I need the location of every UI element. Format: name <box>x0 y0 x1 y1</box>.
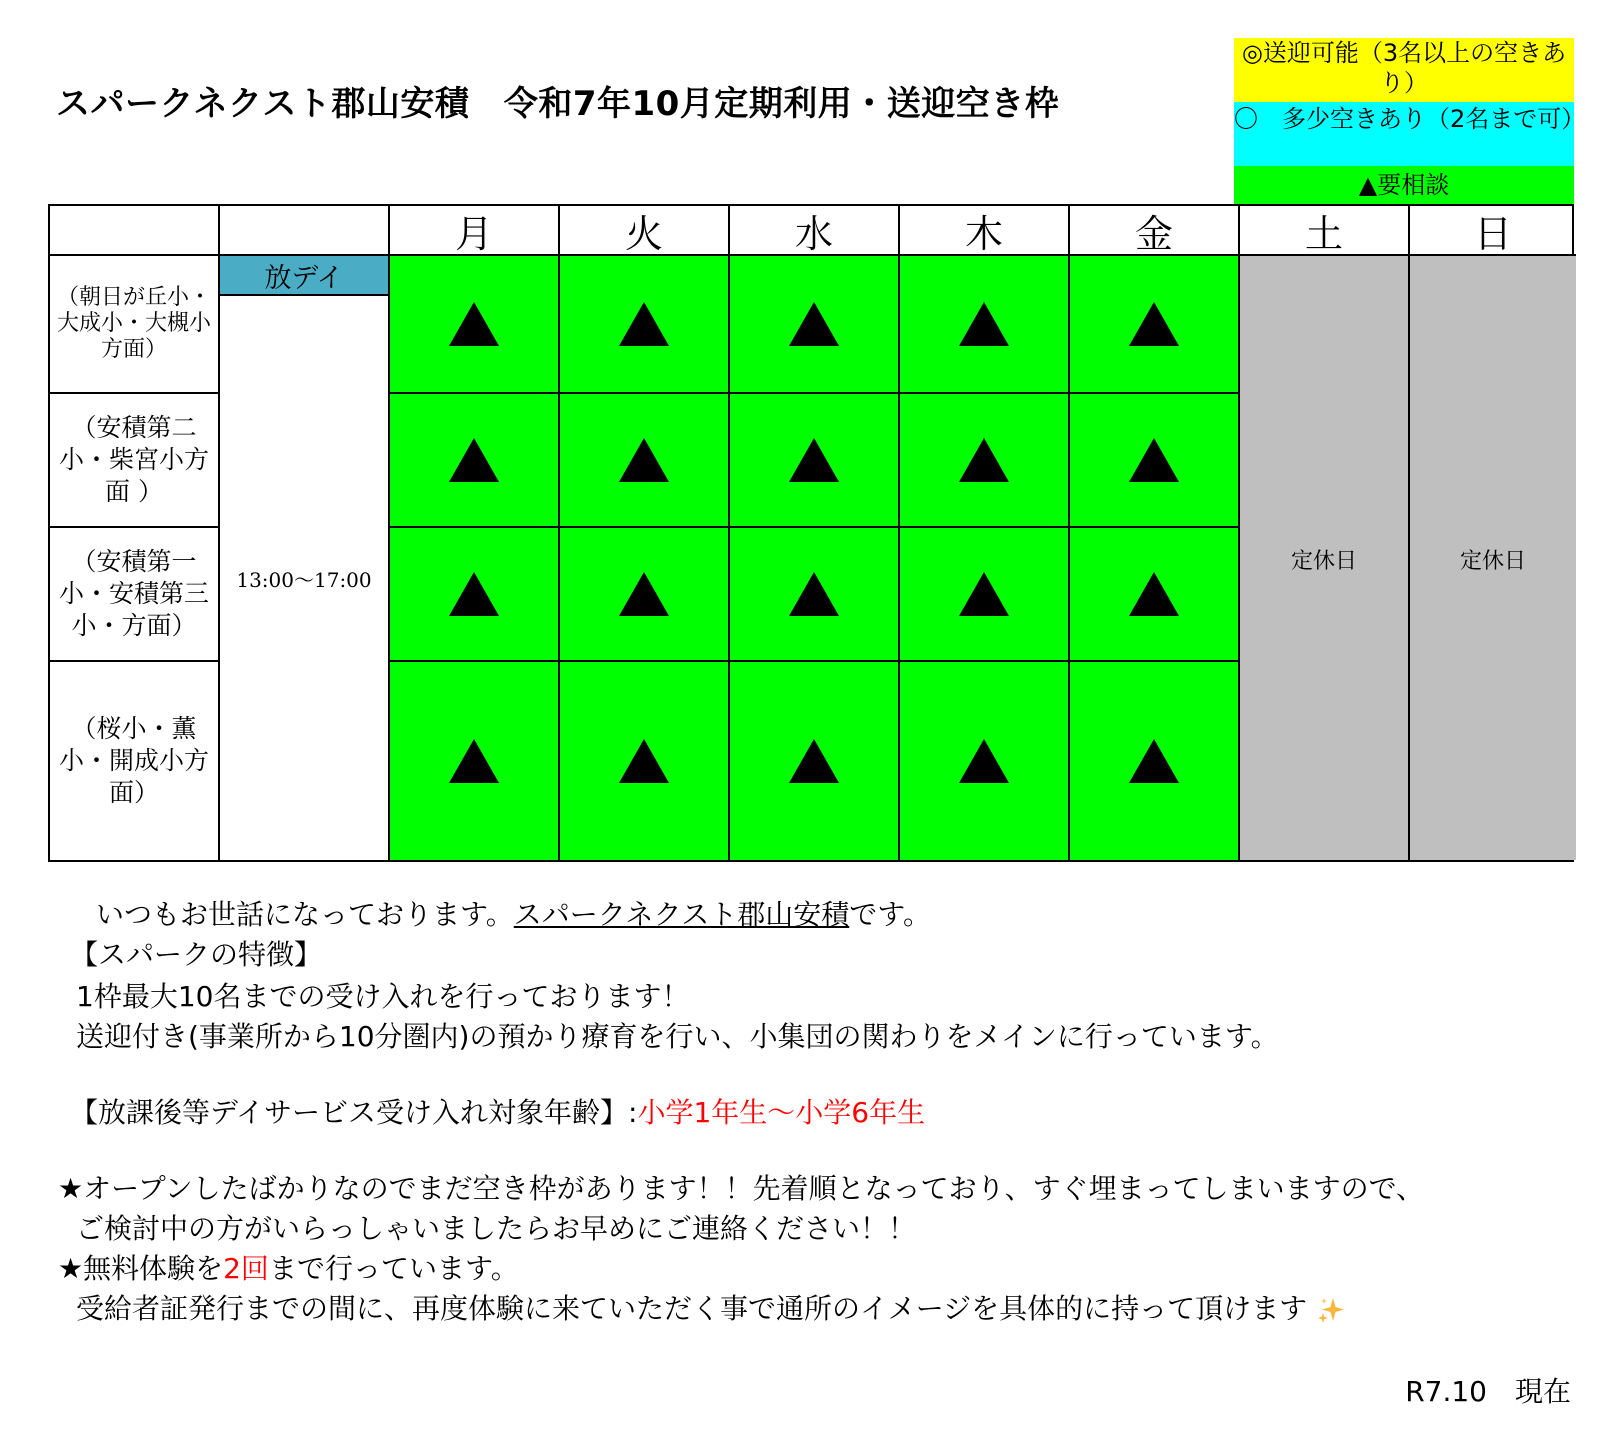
triangle-icon <box>1129 302 1179 346</box>
closed-sat: 定休日 <box>1240 256 1410 860</box>
age-label: 【放課後等デイサービス受け入れ対象年齢】: <box>70 1096 638 1129</box>
slot-mon-3 <box>390 528 560 662</box>
slot-tue-1 <box>560 256 730 394</box>
slot-fri-2 <box>1070 394 1240 528</box>
day-header-tue: 火 <box>560 206 730 256</box>
area-row-2: （安積第二小・柴宮小方面 ） <box>50 394 220 528</box>
area-row-1: （朝日が丘小・大成小・大槻小方面） <box>50 256 220 394</box>
facility-name: スパークネクスト郡山安積 <box>513 898 850 931</box>
star-note-2 <box>58 1252 519 1286</box>
slot-thu-1 <box>900 256 1070 394</box>
triangle-icon <box>789 302 839 346</box>
triangle-icon <box>619 302 669 346</box>
slot-mon-2 <box>390 394 560 528</box>
triangle-icon <box>789 739 839 783</box>
day-header-wed: 水 <box>730 206 900 256</box>
slot-tue-4 <box>560 662 730 860</box>
slot-tue-2 <box>560 394 730 528</box>
day-header-mon: 月 <box>390 206 560 256</box>
slot-mon-1 <box>390 256 560 394</box>
header-blank <box>220 206 390 256</box>
legend-some: 〇 多少空きあり（2名まで可） <box>1234 102 1574 166</box>
slot-mon-4 <box>390 662 560 860</box>
triangle-icon <box>449 572 499 616</box>
star-2-post: まで行っています。 <box>268 1252 519 1285</box>
legend <box>1234 38 1586 204</box>
triangle-icon <box>619 438 669 482</box>
star-note-3 <box>76 1292 1346 1326</box>
as-of-date: R7.10 現在 <box>1405 1375 1571 1408</box>
triangle-icon <box>449 438 499 482</box>
day-header-thu: 木 <box>900 206 1070 256</box>
sparkle-icon <box>1316 1295 1346 1325</box>
triangle-icon <box>619 572 669 616</box>
closed-sun: 定休日 <box>1410 256 1576 860</box>
triangle-icon <box>959 739 1009 783</box>
service-time: 13:00～17:00 <box>236 567 372 592</box>
triangle-icon <box>1129 438 1179 482</box>
triangle-icon <box>619 739 669 783</box>
triangle-icon <box>1129 572 1179 616</box>
star-note-1a: ★オープンしたばかりなのでまだ空き枠があります！！先着順となっており、すぐ埋まってしまいますので、 <box>58 1172 1425 1205</box>
day-header-sat: 土 <box>1240 206 1410 256</box>
page-title: スパークネクスト郡山安積 令和7年10月定期利用・送迎空き枠 <box>56 84 1060 124</box>
slot-wed-4 <box>730 662 900 860</box>
slot-wed-2 <box>730 394 900 528</box>
slot-fri-3 <box>1070 528 1240 662</box>
triangle-icon <box>959 572 1009 616</box>
age-value: 小学1年生～小学6年生 <box>637 1096 926 1129</box>
star-3-text: 受給者証発行までの間に、再度体験に来ていただく事で通所のイメージを具体的に持って頂けます <box>76 1292 1308 1325</box>
feature-heading: 【スパークの特徴】 <box>70 938 323 971</box>
greeting-post: です。 <box>849 898 931 931</box>
triangle-icon <box>789 438 839 482</box>
day-header-sun: 日 <box>1410 206 1576 256</box>
greeting <box>96 898 931 932</box>
triangle-icon <box>449 739 499 783</box>
feature-1: 1枠最大10名までの受け入れを行っております！ <box>76 980 690 1013</box>
triangle-icon <box>959 302 1009 346</box>
legend-consult: ▲要相談 <box>1234 166 1574 204</box>
slot-thu-2 <box>900 394 1070 528</box>
slot-thu-3 <box>900 528 1070 662</box>
slot-thu-4 <box>900 662 1070 860</box>
schedule-table <box>48 204 1574 862</box>
feature-2: 送迎付き(事業所から10分圏内)の預かり療育を行い、小集団の関わりをメインに行っています。 <box>76 1020 1279 1053</box>
greeting-pre: いつもお世話になっております。 <box>96 898 514 931</box>
triangle-icon <box>959 438 1009 482</box>
slot-wed-3 <box>730 528 900 662</box>
slot-wed-1 <box>730 256 900 394</box>
star-note-1b: ご検討中の方がいらっしゃいましたらお早めにご連絡ください！！ <box>76 1212 917 1245</box>
area-row-3: （安積第一小・安積第三小・方面） <box>50 528 220 662</box>
slot-fri-1 <box>1070 256 1240 394</box>
service-label: 放デイ <box>220 256 388 296</box>
area-row-4: （桜小・薫小・開成小方面） <box>50 662 220 860</box>
triangle-icon <box>1129 739 1179 783</box>
age-line <box>70 1096 925 1130</box>
day-header-fri: 金 <box>1070 206 1240 256</box>
slot-fri-4 <box>1070 662 1240 860</box>
header-blank <box>50 206 220 256</box>
triangle-icon <box>449 302 499 346</box>
slot-tue-3 <box>560 528 730 662</box>
legend-available: ◎送迎可能（3名以上の空きあり） <box>1234 38 1574 102</box>
star-2-pre: ★無料体験を <box>58 1252 224 1285</box>
service-column <box>220 256 390 860</box>
triangle-icon <box>789 572 839 616</box>
star-2-count: 2回 <box>223 1252 269 1285</box>
